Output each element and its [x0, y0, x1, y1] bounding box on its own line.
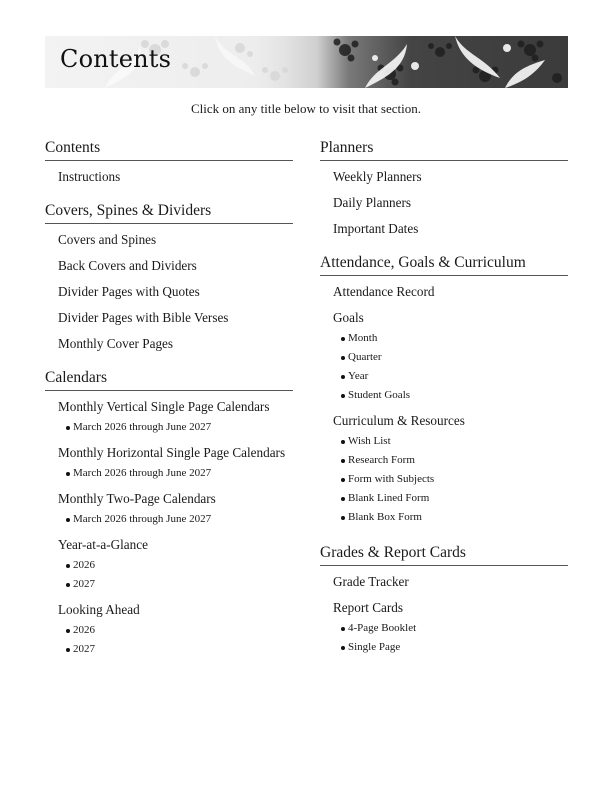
instruction-text: Click on any title below to visit that section.	[191, 101, 421, 116]
section-heading-covers-spines-and-dividers[interactable]: Covers, Spines & Dividers	[45, 201, 293, 224]
bullet-icon	[66, 518, 70, 522]
toc-section-planners	[320, 138, 568, 237]
sub-entry-list	[45, 464, 293, 483]
toc-link-instructions[interactable]: Instructions	[58, 169, 121, 184]
sub-entry-list	[320, 329, 568, 405]
toc-link-grade-tracker[interactable]: Grade Tracker	[333, 574, 409, 589]
toc-link-covers-and-spines[interactable]: Covers and Spines	[58, 232, 157, 247]
bullet-icon	[341, 394, 345, 398]
header-banner	[45, 36, 568, 88]
toc-link-divider-pages-with-quotes[interactable]: Divider Pages with Quotes	[58, 284, 200, 299]
section-heading-grades-and-report-cards[interactable]: Grades & Report Cards	[320, 543, 568, 566]
toc-link-divider-pages-with-bible-verses[interactable]: Divider Pages with Bible Verses	[58, 310, 229, 325]
sub-entry-label: March 2026 through June 2027	[73, 513, 212, 525]
sub-entry-link[interactable]	[348, 386, 568, 405]
sub-entry-link[interactable]	[73, 556, 293, 575]
section-heading-contents[interactable]: Contents	[45, 138, 293, 161]
sub-entry-link[interactable]	[73, 640, 293, 659]
toc-link-monthly-vertical-single-page-calendars[interactable]: Monthly Vertical Single Page Calendars	[58, 399, 270, 414]
sub-entry-list	[45, 510, 293, 529]
sub-entry-label: Single Page	[348, 641, 401, 653]
page-title: Contents	[60, 45, 172, 73]
sub-entry-list	[45, 556, 293, 594]
toc-section-calendars	[45, 368, 293, 659]
toc-link-monthly-horizontal-single-page-calendars[interactable]: Monthly Horizontal Single Page Calendars	[58, 445, 286, 460]
toc-link-back-covers-and-dividers[interactable]: Back Covers and Dividers	[58, 258, 197, 273]
sub-entry-link[interactable]	[348, 619, 568, 638]
sub-entry-list	[320, 619, 568, 657]
sub-entry-link[interactable]	[73, 621, 293, 640]
section-heading-planners[interactable]: Planners	[320, 138, 568, 161]
toc-link-monthly-two-page-calendars[interactable]: Monthly Two-Page Calendars	[58, 491, 216, 506]
bullet-icon	[341, 375, 345, 379]
bullet-icon	[341, 516, 345, 520]
sub-entry-label: Form with Subjects	[348, 473, 435, 485]
sub-entry-link[interactable]	[348, 508, 568, 527]
toc-section-grades-and-report-cards	[320, 543, 568, 657]
left-column	[45, 138, 293, 675]
bullet-icon	[66, 426, 70, 430]
sub-entry-label: Research Form	[348, 454, 415, 466]
sub-entry-label: 2026	[73, 559, 95, 571]
toc-link-report-cards[interactable]: Report Cards	[333, 600, 403, 615]
sub-entry-link[interactable]	[348, 489, 568, 508]
bullet-icon	[341, 356, 345, 360]
sub-entry-link[interactable]	[348, 451, 568, 470]
sub-entry-link[interactable]	[73, 510, 293, 529]
sub-entry-link[interactable]	[73, 418, 293, 437]
section-heading-attendance-goals-and-curriculum[interactable]: Attendance, Goals & Curriculum	[320, 253, 568, 276]
sub-entry-label: Year	[348, 370, 369, 382]
toc-link-daily-planners[interactable]: Daily Planners	[333, 195, 412, 210]
sub-entry-label: Quarter	[348, 351, 382, 363]
sub-entry-link[interactable]	[348, 638, 568, 657]
toc-link-monthly-cover-pages[interactable]: Monthly Cover Pages	[58, 336, 174, 351]
toc-link-curriculum-and-resources[interactable]: Curriculum & Resources	[333, 413, 465, 428]
sub-entry-label: Wish List	[348, 435, 391, 447]
bullet-icon	[341, 627, 345, 631]
sub-entry-link[interactable]	[73, 575, 293, 594]
bullet-icon	[66, 583, 70, 587]
bullet-icon	[341, 478, 345, 482]
bullet-icon	[66, 472, 70, 476]
sub-entry-link[interactable]	[348, 348, 568, 367]
bullet-icon	[341, 497, 345, 501]
sub-entry-label: 4-Page Booklet	[348, 622, 417, 634]
bullet-icon	[66, 564, 70, 568]
sub-entry-link[interactable]	[348, 329, 568, 348]
right-column	[320, 138, 568, 673]
sub-entry-label: Month	[348, 332, 378, 344]
sub-entry-link[interactable]	[348, 367, 568, 386]
toc-link-year-at-a-glance[interactable]: Year-at-a-Glance	[58, 537, 148, 552]
toc-link-important-dates[interactable]: Important Dates	[333, 221, 419, 236]
sub-entry-list	[45, 621, 293, 659]
sub-entry-label: 2027	[73, 578, 95, 590]
sub-entry-label: March 2026 through June 2027	[73, 467, 212, 479]
toc-link-goals[interactable]: Goals	[333, 310, 364, 325]
sub-entry-label: Blank Lined Form	[348, 492, 430, 504]
sub-entry-label: March 2026 through June 2027	[73, 421, 212, 433]
bullet-icon	[341, 440, 345, 444]
bullet-icon	[341, 337, 345, 341]
sub-entry-label: 2027	[73, 643, 95, 655]
toc-section-contents	[45, 138, 293, 185]
toc-section-covers-spines-and-dividers	[45, 201, 293, 352]
toc-link-attendance-record[interactable]: Attendance Record	[333, 284, 435, 299]
sub-entry-link[interactable]	[348, 432, 568, 451]
toc-link-looking-ahead[interactable]: Looking Ahead	[58, 602, 140, 617]
bullet-icon	[66, 629, 70, 633]
sub-entry-label: 2026	[73, 624, 95, 636]
toc-link-weekly-planners[interactable]: Weekly Planners	[333, 169, 422, 184]
sub-entry-label: Student Goals	[348, 389, 411, 401]
sub-entry-list	[320, 432, 568, 527]
section-heading-calendars[interactable]: Calendars	[45, 368, 293, 391]
bullet-icon	[341, 459, 345, 463]
bullet-icon	[66, 648, 70, 652]
bullet-icon	[341, 646, 345, 650]
sub-entry-list	[45, 418, 293, 437]
sub-entry-label: Blank Box Form	[348, 511, 422, 523]
sub-entry-link[interactable]	[348, 470, 568, 489]
toc-section-attendance-goals-and-curriculum	[320, 253, 568, 527]
sub-entry-link[interactable]	[73, 464, 293, 483]
